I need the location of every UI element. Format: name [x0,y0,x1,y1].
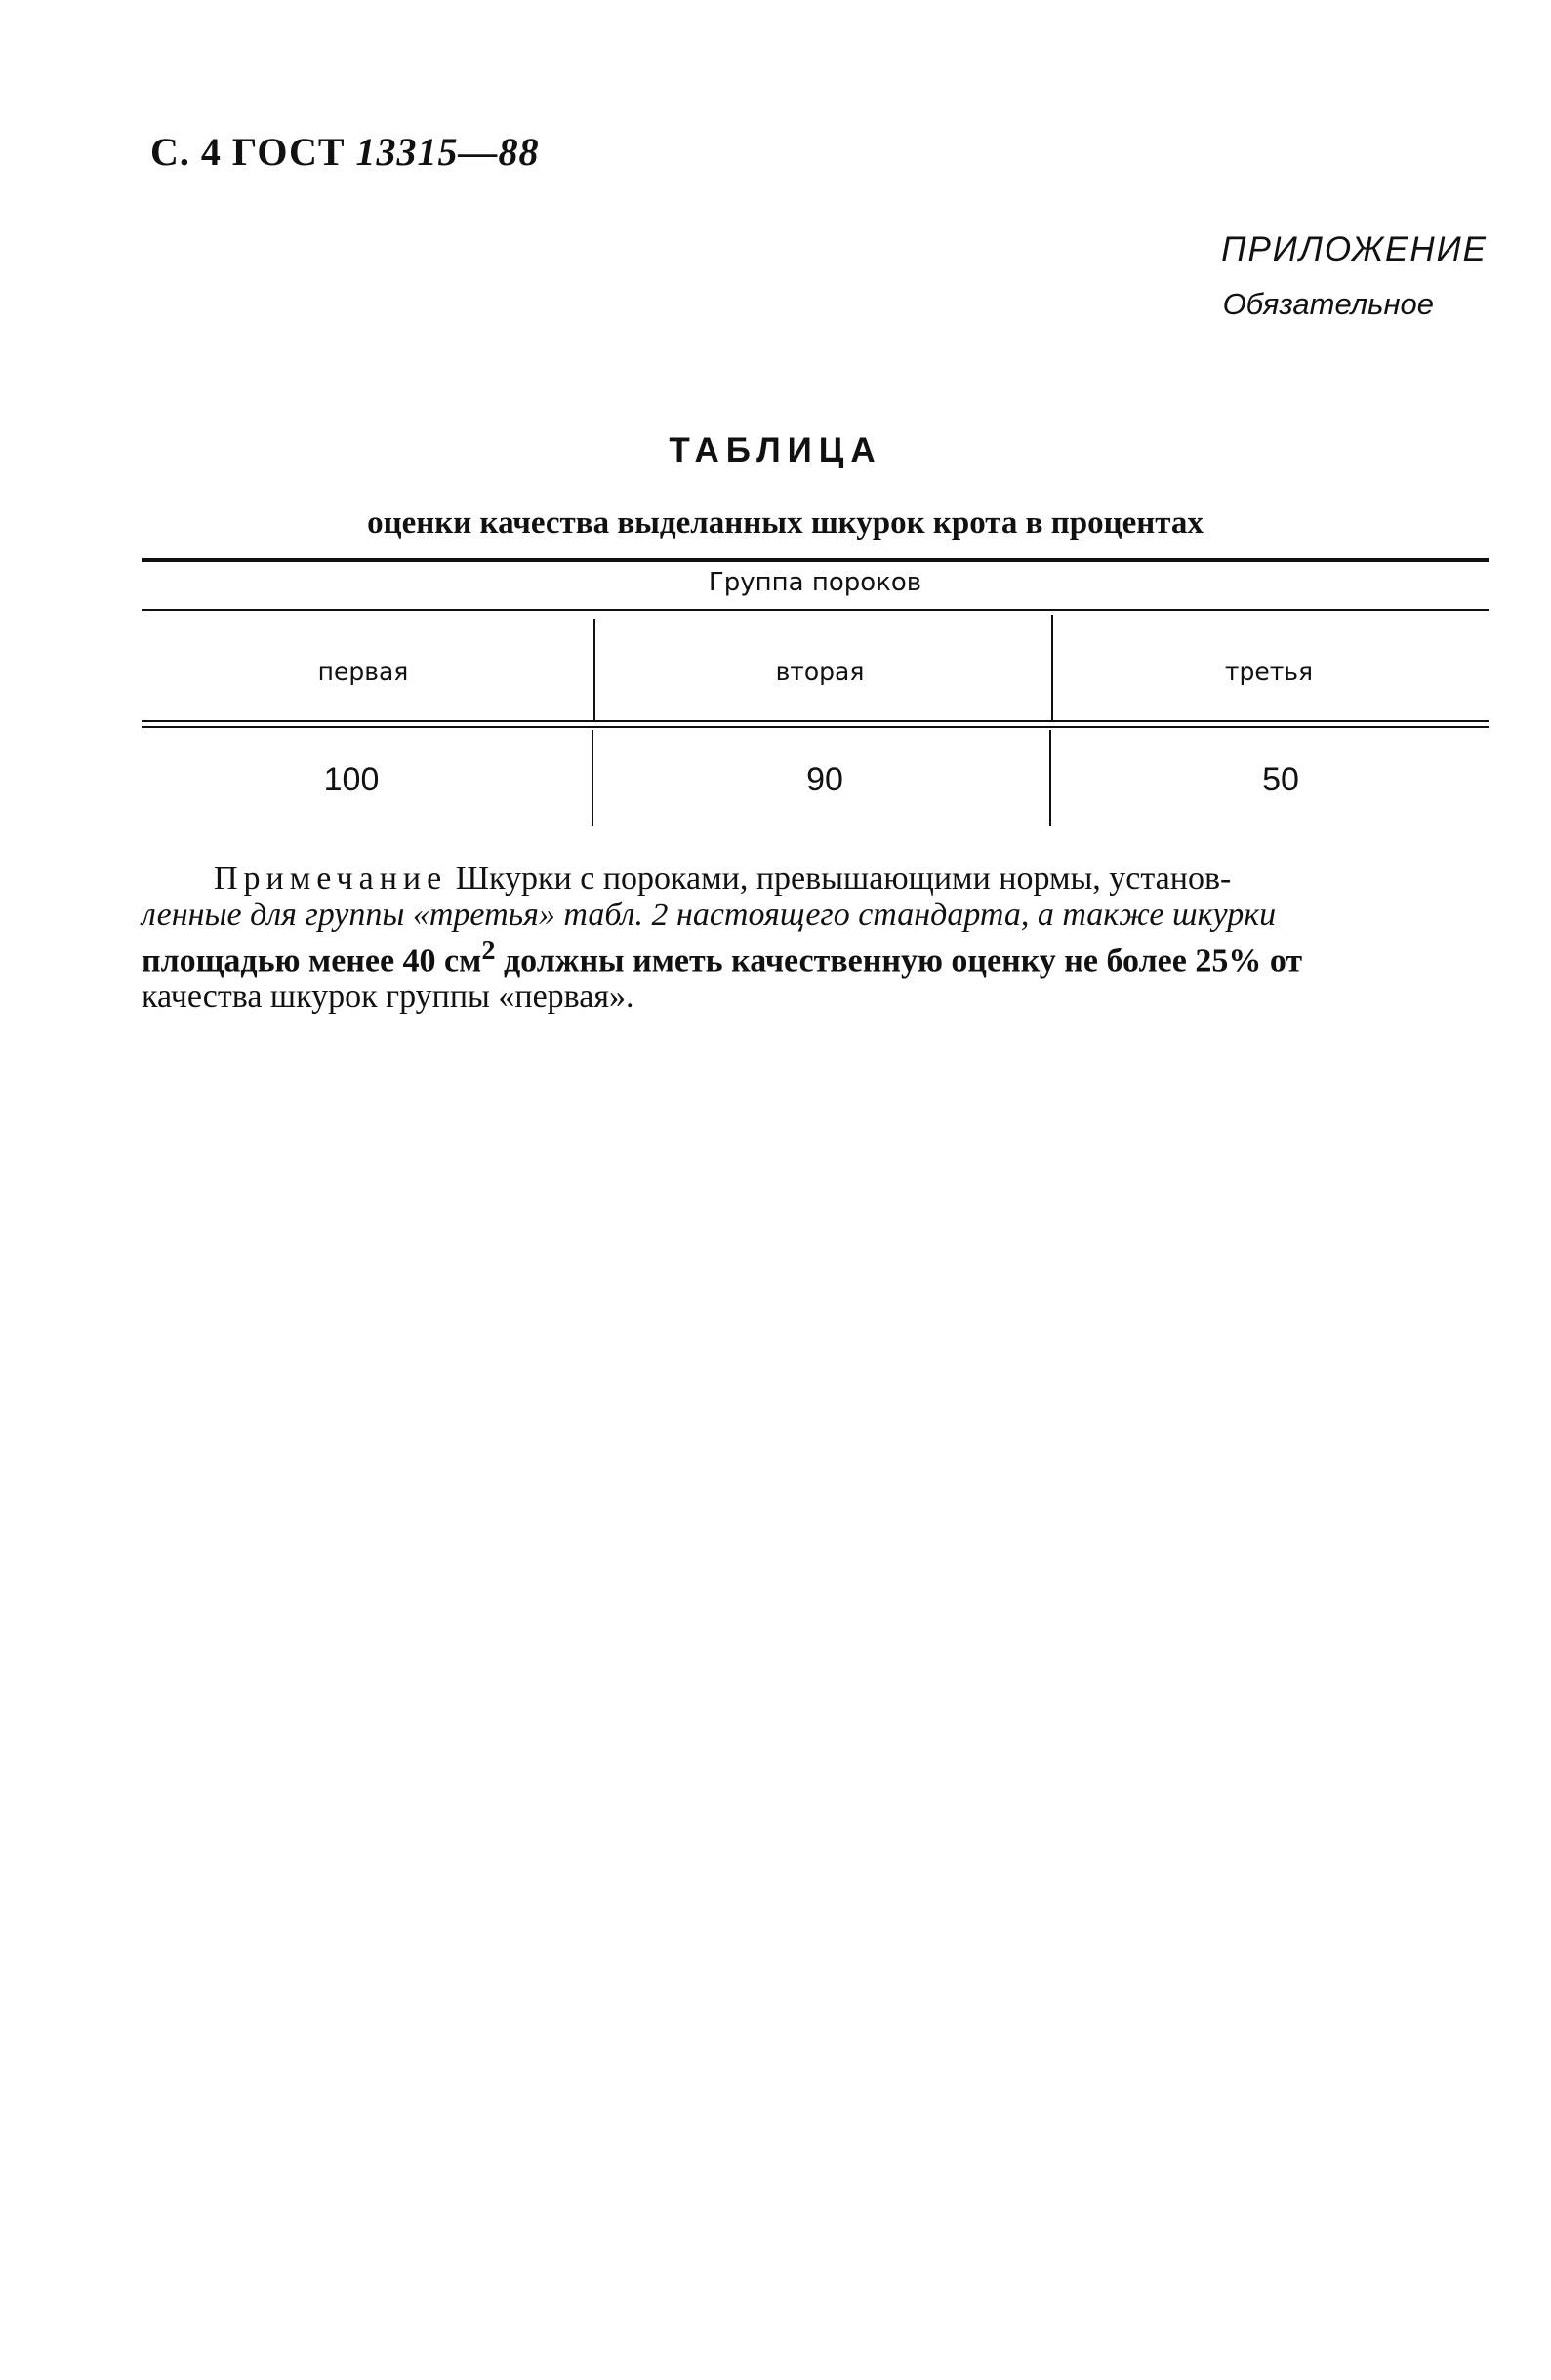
note-line-3-end: должны иметь качественную оценку не более 25% от [503,943,1303,980]
standard-number: 13315—88 [355,130,540,174]
note-superscript: 2 [481,936,496,966]
column-divider-2 [1051,615,1053,720]
note-label: Примечание [214,861,448,897]
column-header-second: вторая [775,658,865,686]
quality-table [142,558,1489,831]
group-caption: Группа пороков [708,568,922,597]
appendix-status: Обязательное [1222,287,1434,321]
note-paragraph [142,861,1489,1015]
column-divider-2-body [1049,730,1051,826]
table-subheading: оценки качества выделанных шкурок крота в процентах [367,505,1204,541]
note-line-1 [142,861,1489,897]
table-top-rule [142,558,1489,562]
note-line-1-text: Шкурки с пороками, превышающими нормы, установ- [455,861,1232,897]
value-third: 50 [1262,761,1299,798]
page-label: С. 4 ГОСТ [150,130,346,174]
column-header-first: первая [317,658,409,686]
note-line-3 [142,933,1489,979]
column-divider-1 [593,619,595,720]
table-header-rule-upper [142,720,1489,722]
value-first: 100 [323,761,380,798]
note-line-4: качества шкурок группы «первая». [142,979,634,1016]
page-header [150,129,540,175]
table-group-rule [142,609,1489,611]
table-heading: ТАБЛИЦА [669,431,882,469]
appendix-title: ПРИЛОЖЕНИЕ [1221,230,1488,268]
column-divider-1-body [592,730,593,826]
value-second: 90 [806,761,843,798]
note-line-2: ленные для группы «третья» табл. 2 настоящего стандарта, а также шкурки [142,897,1277,933]
table-header-rule-lower [142,726,1489,728]
note-line-3-start: площадью менее 40 см [142,943,482,980]
column-header-third: третья [1224,658,1314,686]
